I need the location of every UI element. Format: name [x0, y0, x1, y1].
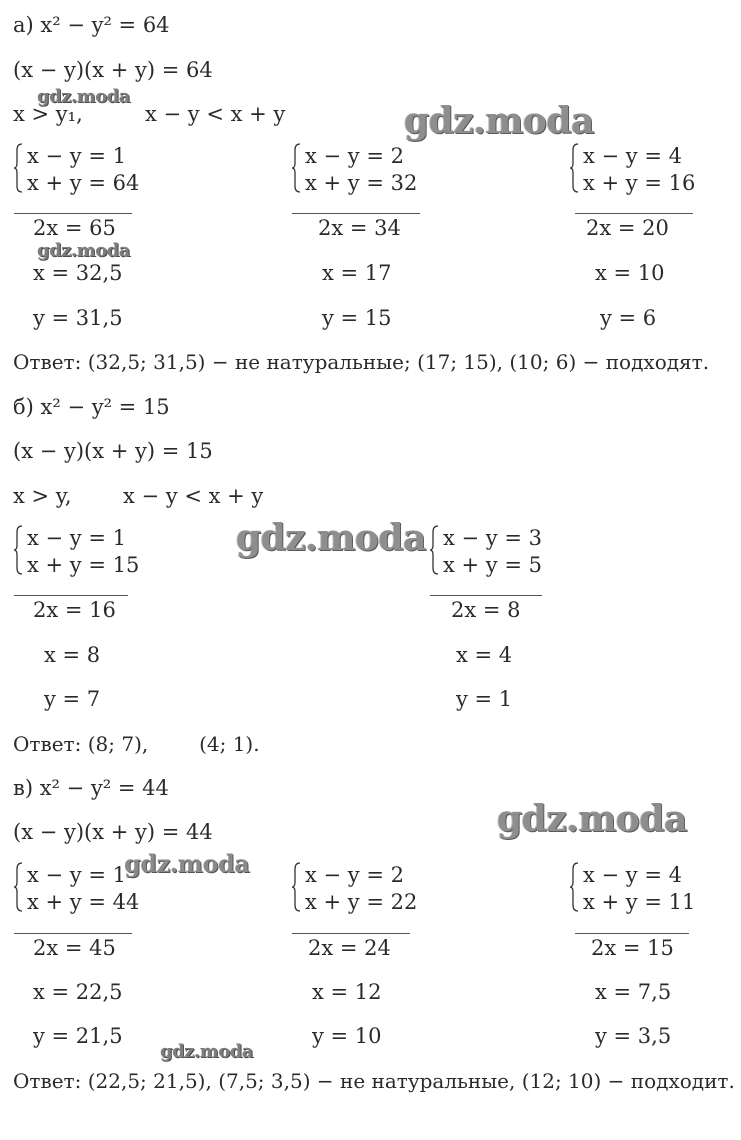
brace-icon: [14, 143, 23, 193]
brace-icon: [570, 862, 579, 912]
system-equation-1: x − y = 1: [27, 526, 126, 550]
system-equation-2: x + y = 44: [27, 890, 140, 914]
brace-icon: [14, 525, 23, 575]
sum-rule: [14, 933, 132, 934]
sum-rule: [575, 213, 693, 214]
part-v-sum-3: 2x = 15: [591, 936, 674, 960]
part-b-condition-right: x − y < x + y: [123, 484, 264, 508]
part-v-equation: в) x² − y² = 44: [13, 776, 169, 800]
system-equation-1: x − y = 4: [583, 863, 682, 887]
part-v-y-2: y = 10: [312, 1024, 382, 1048]
part-a-factored: (x − y)(x + y) = 64: [13, 58, 213, 82]
watermark-logo: gdz.moda: [236, 517, 426, 559]
brace-icon: [14, 862, 23, 912]
watermark-logo: gdz.moda: [37, 240, 130, 261]
part-a-x-3: x = 10: [595, 261, 665, 285]
part-a-x-1: x = 32,5: [33, 261, 123, 285]
part-b-sum-2: 2x = 8: [451, 598, 521, 622]
system-equation-2: x + y = 22: [305, 890, 418, 914]
system-equation-2: x + y = 16: [583, 171, 696, 195]
sum-rule: [14, 595, 128, 596]
sum-rule: [14, 213, 132, 214]
system-equation-2: x + y = 11: [583, 890, 696, 914]
part-a-x-2: x = 17: [322, 261, 392, 285]
system-equation-1: x − y = 1: [27, 863, 126, 887]
system-equation-1: x − y = 3: [443, 526, 542, 550]
part-v-x-2: x = 12: [312, 980, 382, 1004]
part-a-y-3: y = 6: [600, 306, 657, 330]
part-b-y-2: y = 1: [456, 687, 513, 711]
sum-rule: [292, 213, 420, 214]
system-equation-2: x + y = 32: [305, 171, 418, 195]
sum-rule: [430, 595, 542, 596]
part-b-sum-1: 2x = 16: [33, 598, 116, 622]
part-a-answer: Ответ: (32,5; 31,5) − не натуральные; (17; 15), (10; 6) − подходят.: [13, 350, 710, 374]
part-v-answer: Ответ: (22,5; 21,5), (7,5; 3,5) − не натуральные, (12; 10) − подходит.: [13, 1069, 735, 1093]
part-b-equation: б) x² − y² = 15: [13, 395, 170, 419]
part-a-equation: а) x² − y² = 64: [13, 13, 170, 37]
system-equation-1: x − y = 1: [27, 144, 126, 168]
part-b-condition-left: x > y,: [13, 484, 72, 508]
watermark-logo: gdz.moda: [160, 1041, 253, 1062]
system-equation-2: x + y = 5: [443, 553, 542, 577]
system-equation-1: x − y = 2: [305, 863, 404, 887]
brace-icon: [430, 525, 439, 575]
brace-icon: [570, 143, 579, 193]
watermark-logo: gdz.moda: [124, 849, 250, 878]
system-equation-1: x − y = 2: [305, 144, 404, 168]
part-a-sum-1: 2x = 65: [33, 216, 116, 240]
part-v-y-3: y = 3,5: [595, 1024, 672, 1048]
watermark-logo: gdz.moda: [404, 100, 594, 142]
part-a-condition-left: x > y₁,: [13, 102, 83, 126]
system-equation-1: x − y = 4: [583, 144, 682, 168]
part-b-x-2: x = 4: [456, 643, 513, 667]
part-b-x-1: x = 8: [44, 643, 101, 667]
part-v-factored: (x − y)(x + y) = 44: [13, 820, 213, 844]
sum-rule: [292, 933, 410, 934]
part-v-y-1: y = 21,5: [33, 1024, 123, 1048]
brace-icon: [292, 143, 301, 193]
part-b-factored: (x − y)(x + y) = 15: [13, 439, 213, 463]
brace-icon: [292, 862, 301, 912]
part-v-sum-2: 2x = 24: [308, 936, 391, 960]
system-equation-2: x + y = 15: [27, 553, 140, 577]
sum-rule: [575, 933, 689, 934]
part-a-condition-right: x − y < x + y: [145, 102, 286, 126]
part-a-sum-3: 2x = 20: [586, 216, 669, 240]
system-equation-2: x + y = 64: [27, 171, 140, 195]
part-b-answer: Ответ: (8; 7), (4; 1).: [13, 732, 260, 756]
part-b-y-1: y = 7: [44, 687, 101, 711]
part-a-sum-2: 2x = 34: [318, 216, 401, 240]
part-a-y-1: y = 31,5: [33, 306, 123, 330]
watermark-logo: gdz.moda: [37, 86, 130, 107]
watermark-logo: gdz.moda: [497, 798, 687, 840]
part-a-y-2: y = 15: [322, 306, 392, 330]
part-v-sum-1: 2x = 45: [33, 936, 116, 960]
part-v-x-1: x = 22,5: [33, 980, 123, 1004]
part-v-x-3: x = 7,5: [595, 980, 672, 1004]
